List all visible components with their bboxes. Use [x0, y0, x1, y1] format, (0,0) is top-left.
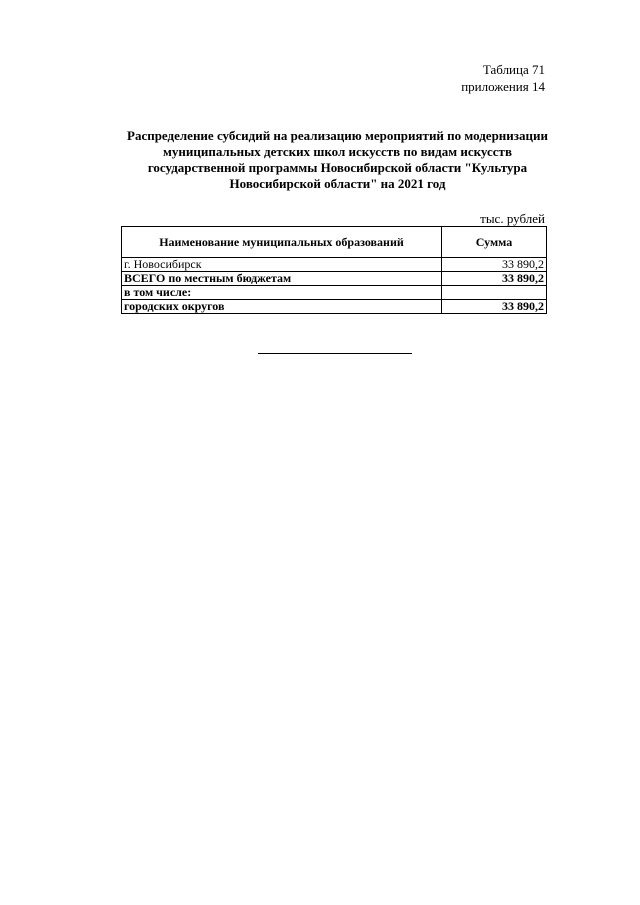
row-value: 33 890,2	[442, 300, 547, 314]
table-row-total	[122, 272, 547, 286]
row-name: в том числе:	[122, 286, 442, 300]
subsidy-table	[121, 226, 547, 314]
table-row-urban-districts	[122, 300, 547, 314]
appendix-reference: приложения 14	[461, 79, 545, 94]
table-header-row	[122, 227, 547, 258]
row-name: ВСЕГО по местным бюджетам	[122, 272, 442, 286]
row-name: г. Новосибирск	[122, 258, 442, 272]
closing-rule	[258, 353, 412, 354]
row-name: городских округов	[122, 300, 442, 314]
document-title: Распределение субсидий на реализацию мероприятий по модернизации муниципальных детских школ искусств по видам искусств государственной программы Новосибирской области "Культура Новосибирской области" на 2021 год	[127, 128, 548, 191]
table-row-including	[122, 286, 547, 300]
row-value	[442, 286, 547, 300]
row-value: 33 890,2	[442, 258, 547, 272]
table-row	[122, 258, 547, 272]
column-header-name: Наименование муниципальных образований	[122, 227, 442, 258]
table-reference	[461, 61, 545, 95]
row-value: 33 890,2	[442, 272, 547, 286]
table-number: Таблица 71	[482, 62, 545, 77]
column-header-sum: Сумма	[442, 227, 547, 258]
unit-label: тыс. рублей	[480, 211, 545, 226]
